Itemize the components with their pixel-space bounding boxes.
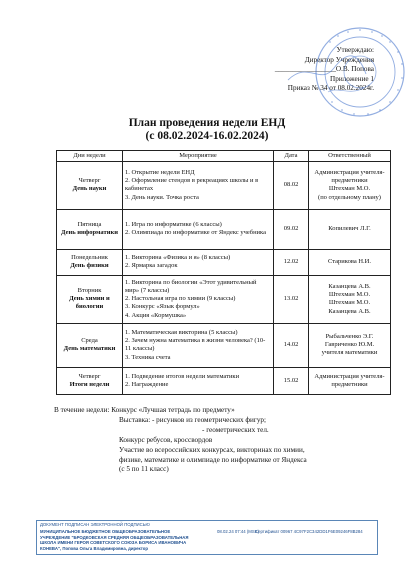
day-cell bbox=[57, 161, 123, 209]
table-row bbox=[57, 249, 391, 275]
note-line: физике, математике и олимпиаде по информатике от Яндекса bbox=[119, 455, 307, 464]
header-responsible: Ответственный bbox=[309, 151, 391, 162]
approval-line: Утверждаю: bbox=[336, 46, 374, 54]
notes-block bbox=[54, 406, 394, 475]
table-row bbox=[57, 161, 391, 209]
day-theme: День науки bbox=[72, 185, 107, 193]
table-header-row bbox=[57, 151, 391, 162]
event-item: 2. Ярмарка загадок bbox=[125, 262, 178, 270]
day-theme: День математики bbox=[63, 345, 116, 353]
approval-line: Приложение 1 bbox=[330, 74, 374, 83]
weekday: Среда bbox=[81, 337, 98, 345]
event-item: 2. Олимпиада по информатике от Яндекс учебника bbox=[125, 229, 266, 237]
responsible-item: Казанцева А.В. bbox=[328, 307, 371, 315]
responsible-item: (по отдельному плану) bbox=[318, 193, 381, 201]
responsible-item: Администрация учителя-предметники bbox=[314, 168, 385, 185]
event-cell bbox=[123, 161, 274, 209]
page-subtitle-dates: (с 08.02.2024-16.02.2024) bbox=[145, 130, 269, 142]
responsible-item: Старикова Н.И. bbox=[328, 258, 371, 266]
date-cell: 12.02 bbox=[274, 249, 309, 275]
event-cell bbox=[123, 323, 274, 367]
event-item: 1. Открытие недели ЕНД bbox=[125, 168, 195, 176]
table-row bbox=[57, 275, 391, 323]
day-cell bbox=[57, 323, 123, 367]
signature-organization: МУНИЦИПАЛЬНОЕ БЮДЖЕТНОЕ ОБЩЕОБРАЗОВАТЕЛЬНОЕ УЧРЕЖДЕНИЕ "БРОДКОВСКАЯ СРЕДНЯЯ ОБЩЕОБРАЗОВАТЕЛЬНАЯ ШКОЛА ИМЕНИ ГЕРОЯ СОВЕТСКОГО СОЮЗА БОРИСА ИВАНОВИЧА КОНЕВА", Попова Ольга Владимировна, директор bbox=[40, 529, 189, 551]
event-item: 1. Викторина по биологии «Этот удивительный мир» (7 классы) bbox=[125, 278, 257, 294]
weekday: Вторник bbox=[77, 286, 102, 294]
weekday: Четверг bbox=[78, 177, 101, 185]
event-item: 3. Конкурс «Язык формул» bbox=[125, 303, 200, 311]
event-item: 1. Математическая викторина (5 классы) bbox=[125, 328, 238, 336]
approval-line: Директор Учреждения bbox=[304, 55, 374, 64]
events-table bbox=[56, 150, 391, 395]
electronic-signature-stamp bbox=[36, 520, 378, 555]
table-row bbox=[57, 209, 391, 249]
responsible-item: Администрация учителя-предметники bbox=[314, 372, 385, 388]
signature-certificate: Сертификат 00967 4C97F2C342DD1F6E09246F8B284 bbox=[255, 529, 363, 534]
signature-header: ДОКУМЕНТ ПОДПИСАН ЭЛЕКТРОННОЙ ПОДПИСЬЮ bbox=[40, 522, 150, 527]
note-line: - геометрических тел. bbox=[202, 425, 269, 434]
event-item: 3. День науки. Точка роста bbox=[125, 193, 199, 201]
event-item: 4. Акция «Кормушка» bbox=[125, 311, 187, 319]
day-theme: Итоги недели bbox=[69, 380, 110, 388]
event-cell bbox=[123, 275, 274, 323]
approval-line: Приказ № 34 от 08.02.2024г. bbox=[287, 84, 374, 93]
day-cell bbox=[57, 209, 123, 249]
note-line: Конкурс ребусов, кроссвордов bbox=[119, 435, 213, 444]
responsible-item: Рыбальченко Э.Г. bbox=[325, 332, 374, 340]
event-cell bbox=[123, 209, 274, 249]
date-cell: 15.02 bbox=[274, 367, 309, 394]
day-theme: День химии и биологии bbox=[69, 295, 110, 311]
event-item: 2. Настольная игра по химии (9 классы) bbox=[125, 295, 236, 303]
header-event: Мероприятие bbox=[123, 151, 274, 162]
weekday: Пятница bbox=[77, 221, 102, 229]
header-date: Дата bbox=[274, 151, 309, 162]
day-theme: День информатики bbox=[61, 229, 118, 237]
event-cell bbox=[123, 367, 274, 394]
header-day: Дни недели bbox=[57, 151, 123, 162]
event-item: 1. Подведение итогов недели математики bbox=[125, 372, 240, 380]
responsible-cell bbox=[309, 323, 391, 367]
responsible-item: Штехман М.О. bbox=[328, 291, 371, 299]
responsible-cell bbox=[309, 275, 391, 323]
responsible-cell bbox=[309, 161, 391, 209]
responsible-item: Гавриченко Ю.М. bbox=[324, 341, 375, 349]
responsible-cell bbox=[309, 367, 391, 394]
event-item: 1. Викторина «Физика и я» (8 классы) bbox=[125, 254, 231, 262]
date-cell: 14.02 bbox=[274, 323, 309, 367]
responsible-item: учителя математики bbox=[321, 349, 378, 357]
weekday: Четверг bbox=[78, 372, 101, 380]
event-item: 2. Оформление стендов в рекреациях школы и в кабинетах bbox=[125, 177, 259, 193]
day-cell bbox=[57, 249, 123, 275]
page-title: План проведения недели ЕНД bbox=[128, 117, 286, 129]
date-cell: 08.02 bbox=[274, 161, 309, 209]
approval-line: _________________О.В. Попова bbox=[274, 65, 374, 74]
note-line: Выставка: - рисунков из геометрических фигур; bbox=[119, 415, 266, 424]
note-line: (с 5 по 11 класс) bbox=[119, 465, 169, 474]
note-line: В течение недели: Конкурс «Лучшая тетрадь по предмету» bbox=[54, 406, 235, 414]
event-item: 2. Награждение bbox=[125, 380, 169, 388]
signature-datetime: 08.02.24 07:44 (MSK) bbox=[217, 529, 260, 534]
responsible-cell bbox=[309, 209, 391, 249]
day-cell bbox=[57, 275, 123, 323]
official-stamp bbox=[268, 22, 410, 122]
note-line: Участие во всероссийских конкурсах, викторинах по химии, bbox=[119, 445, 305, 454]
event-item: 3. Техника счета bbox=[125, 353, 171, 361]
table-row bbox=[57, 367, 391, 394]
responsible-item: Штехман М.О. bbox=[328, 185, 371, 193]
date-cell: 13.02 bbox=[274, 275, 309, 323]
day-theme: День физики bbox=[70, 262, 109, 270]
event-cell bbox=[123, 249, 274, 275]
event-item: 1. Игра по информатике (6 классы) bbox=[125, 221, 222, 229]
day-cell bbox=[57, 367, 123, 394]
responsible-cell bbox=[309, 249, 391, 275]
responsible-item: Копилевич Л.Г. bbox=[328, 225, 371, 233]
weekday: Понедельник bbox=[71, 254, 108, 262]
responsible-item: Штехман М.О. bbox=[328, 299, 371, 307]
event-item: 2. Зачем нужна математика в жизни человека? (10-11 классы) bbox=[125, 337, 266, 353]
responsible-item: Казанцева А.В. bbox=[328, 282, 371, 290]
date-cell: 09.02 bbox=[274, 209, 309, 249]
table-row bbox=[57, 323, 391, 367]
